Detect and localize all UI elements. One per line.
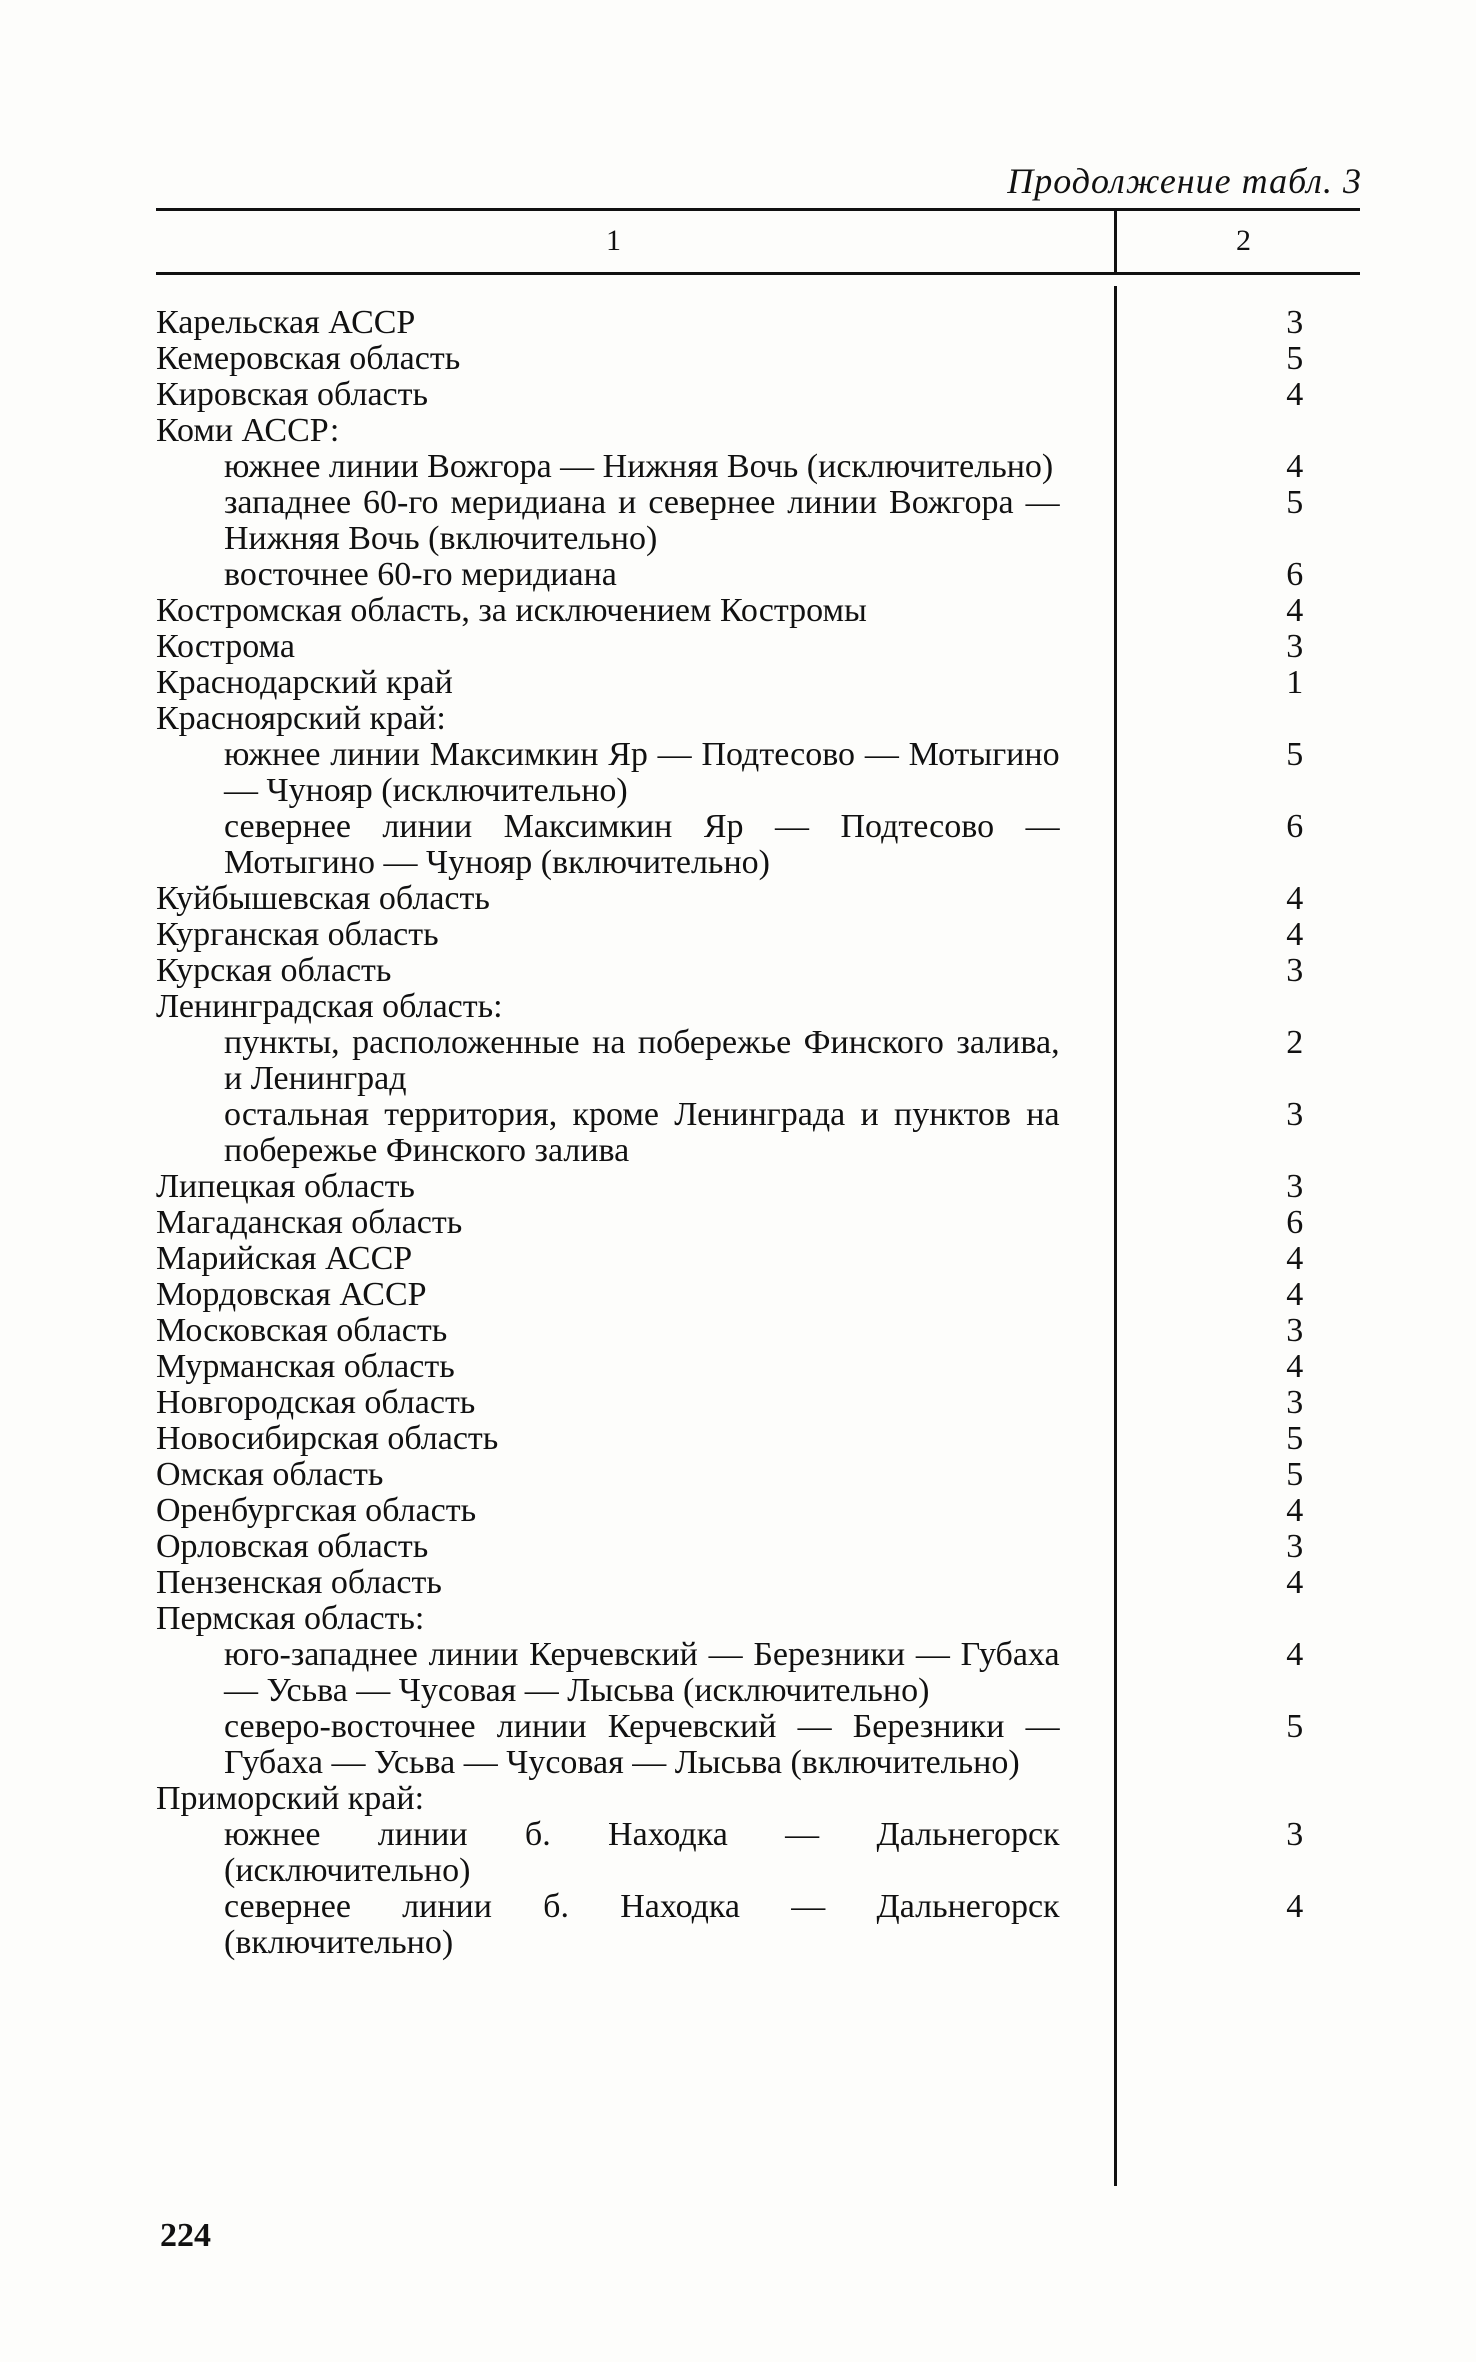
table-row bbox=[156, 1025, 1356, 1097]
table-row bbox=[156, 881, 1356, 917]
region-name: Карельская АССР bbox=[156, 304, 416, 341]
zone-value: 3 bbox=[1286, 1168, 1304, 1205]
zone-value: 2 bbox=[1286, 1024, 1304, 1061]
table-row bbox=[156, 1637, 1356, 1709]
region-name: Пермская область: bbox=[156, 1600, 425, 1637]
table-row bbox=[156, 593, 1356, 629]
sub-region-name: северо-восточнее линии Керчевский — Березники — Губаха — Усьва — Чусовая — Лысьва (включительно) bbox=[224, 1708, 1060, 1781]
sub-region-name: севернее линии б. Находка — Дальнегорск (включительно) bbox=[224, 1888, 1060, 1961]
region-name: Костромская область, за исключением Костромы bbox=[156, 592, 867, 629]
region-name: Орловская область bbox=[156, 1528, 429, 1565]
table-row bbox=[156, 485, 1356, 557]
region-name: Московская область bbox=[156, 1312, 448, 1349]
zone-value: 4 bbox=[1286, 1240, 1304, 1277]
region-name: Красноярский край: bbox=[156, 700, 446, 737]
table-row bbox=[156, 953, 1356, 989]
table-row bbox=[156, 917, 1356, 953]
zone-value: 5 bbox=[1286, 1708, 1304, 1745]
column-header-1: 1 bbox=[606, 224, 621, 257]
table-row bbox=[156, 1889, 1356, 1961]
region-name: Оренбургская область bbox=[156, 1492, 477, 1529]
zone-value: 4 bbox=[1286, 916, 1304, 953]
sub-region-name: южнее линии Вожгора — Нижняя Вочь (исключительно) bbox=[224, 448, 1054, 485]
page-number: 224 bbox=[160, 2217, 211, 2254]
zone-value: 5 bbox=[1286, 1456, 1304, 1493]
table-row bbox=[156, 1493, 1356, 1529]
table-row bbox=[156, 1565, 1356, 1601]
zone-value: 6 bbox=[1286, 1204, 1304, 1241]
sub-region-name: юго-западнее линии Керчевский — Березники — Губаха — Усьва — Чусовая — Лысьва (исключительно) bbox=[224, 1636, 1060, 1709]
sub-region-name: остальная территория, кроме Ленинграда и пунктов на побережье Финского залива bbox=[224, 1096, 1060, 1169]
zone-value: 4 bbox=[1286, 1888, 1304, 1925]
table-top-rule bbox=[156, 208, 1360, 211]
zone-value: 4 bbox=[1286, 448, 1304, 485]
table-row bbox=[156, 557, 1356, 593]
table-row bbox=[156, 1169, 1356, 1205]
zone-value: 3 bbox=[1286, 628, 1304, 665]
zone-value: 3 bbox=[1286, 1096, 1304, 1133]
table-row bbox=[156, 989, 1356, 1025]
region-name: Курская область bbox=[156, 952, 392, 989]
region-name: Курганская область bbox=[156, 916, 439, 953]
zone-value: 4 bbox=[1286, 1492, 1304, 1529]
region-name: Куйбышевская область bbox=[156, 880, 490, 917]
zone-value: 1 bbox=[1286, 664, 1304, 701]
table-row bbox=[156, 449, 1356, 485]
region-name: Коми АССР: bbox=[156, 412, 340, 449]
zone-value: 3 bbox=[1286, 1816, 1304, 1853]
table-row bbox=[156, 1781, 1356, 1817]
zone-value: 6 bbox=[1286, 556, 1304, 593]
table-row bbox=[156, 1313, 1356, 1349]
table-row bbox=[156, 701, 1356, 737]
table-row bbox=[156, 1457, 1356, 1493]
sub-region-name: южнее линии б. Находка — Дальнегорск (исключительно) bbox=[224, 1816, 1060, 1889]
continuation-caption: Продолжение табл. 3 bbox=[1007, 161, 1362, 201]
table-row bbox=[156, 1277, 1356, 1313]
zone-value: 4 bbox=[1286, 1564, 1304, 1601]
table-row bbox=[156, 377, 1356, 413]
header-column-divider bbox=[1114, 210, 1117, 272]
region-name: Приморский край: bbox=[156, 1780, 425, 1817]
table-row bbox=[156, 413, 1356, 449]
region-name: Краснодарский край bbox=[156, 664, 453, 701]
zone-value: 4 bbox=[1286, 1348, 1304, 1385]
table-row bbox=[156, 305, 1356, 341]
region-name: Кемеровская область bbox=[156, 340, 461, 377]
sub-region-name: южнее линии Максимкин Яр — Подтесово — Мотыгино — Чунояр (исключительно) bbox=[224, 736, 1060, 809]
zone-value: 6 bbox=[1286, 808, 1304, 845]
region-name: Кострома bbox=[156, 628, 295, 665]
region-name: Кировская область bbox=[156, 376, 429, 413]
table-row bbox=[156, 1349, 1356, 1385]
table-row bbox=[156, 737, 1356, 809]
table-row bbox=[156, 1097, 1356, 1169]
table-row bbox=[156, 1529, 1356, 1565]
zone-value: 3 bbox=[1286, 952, 1304, 989]
zone-value: 5 bbox=[1286, 736, 1304, 773]
sub-region-name: пункты, расположенные на побережье Финского залива, и Ленинград bbox=[224, 1024, 1060, 1097]
table-row bbox=[156, 1385, 1356, 1421]
table-row bbox=[156, 809, 1356, 881]
zone-value: 5 bbox=[1286, 1420, 1304, 1457]
zone-value: 3 bbox=[1286, 1312, 1304, 1349]
region-name: Ленинградская область: bbox=[156, 988, 503, 1025]
region-name: Мурманская область bbox=[156, 1348, 455, 1385]
region-name: Омская область bbox=[156, 1456, 384, 1493]
region-name: Липецкая область bbox=[156, 1168, 415, 1205]
sub-region-name: восточнее 60-го меридиана bbox=[224, 556, 617, 593]
header-bottom-rule bbox=[156, 272, 1360, 275]
table-row bbox=[156, 1421, 1356, 1457]
region-name: Пензенская область bbox=[156, 1564, 442, 1601]
zone-value: 3 bbox=[1286, 1528, 1304, 1565]
region-name: Магаданская область bbox=[156, 1204, 463, 1241]
sub-region-name: севернее линии Максимкин Яр — Подтесово — Мотыгино — Чунояр (включительно) bbox=[224, 808, 1060, 881]
table-row bbox=[156, 1241, 1356, 1277]
table-row bbox=[156, 341, 1356, 377]
zone-value: 4 bbox=[1286, 1636, 1304, 1673]
region-name: Марийская АССР bbox=[156, 1240, 413, 1277]
region-name: Мордовская АССР bbox=[156, 1276, 427, 1313]
zone-value: 4 bbox=[1286, 592, 1304, 629]
sub-region-name: западнее 60-го меридиана и севернее линии Вожгора — Нижняя Вочь (включительно) bbox=[224, 484, 1060, 557]
table-row bbox=[156, 1709, 1356, 1781]
table-row bbox=[156, 665, 1356, 701]
zone-value: 4 bbox=[1286, 1276, 1304, 1313]
table-row bbox=[156, 629, 1356, 665]
zone-value: 4 bbox=[1286, 880, 1304, 917]
zone-value: 5 bbox=[1286, 484, 1304, 521]
table-row bbox=[156, 1817, 1356, 1889]
zone-value: 5 bbox=[1286, 340, 1304, 377]
region-name: Новосибирская область bbox=[156, 1420, 499, 1457]
zone-value: 3 bbox=[1286, 304, 1304, 341]
table-body bbox=[156, 305, 1356, 1961]
zone-value: 4 bbox=[1286, 376, 1304, 413]
table-row bbox=[156, 1205, 1356, 1241]
column-header-2: 2 bbox=[1236, 224, 1251, 257]
region-name: Новгородская область bbox=[156, 1384, 476, 1421]
zone-value: 3 bbox=[1286, 1384, 1304, 1421]
table-row bbox=[156, 1601, 1356, 1637]
